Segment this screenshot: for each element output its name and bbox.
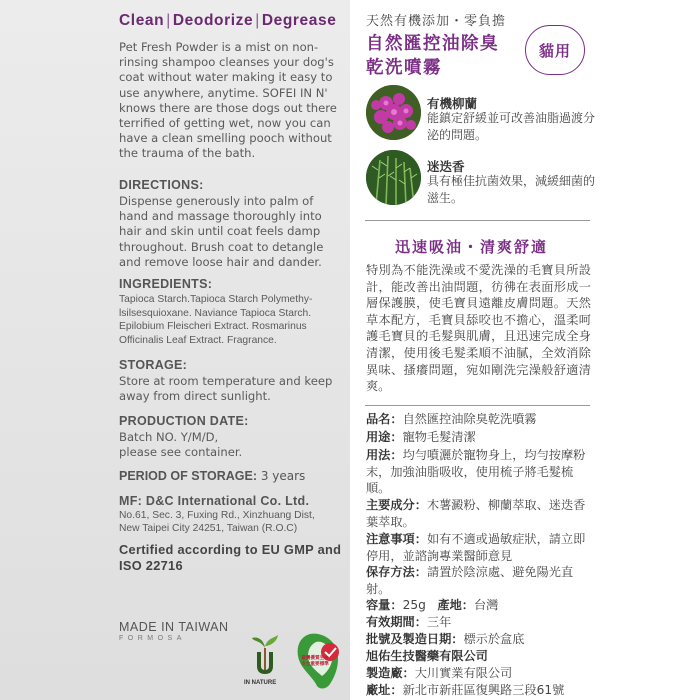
directions-text: Dispense generously into palm of hand and massage thoroughly into hair and skin until coat feels damp throughout. Brush coat to detangle and remove loose hair and dander.: [119, 194, 324, 269]
spec-method-label: 用法：: [366, 448, 403, 462]
product-title-line2: 乾洗噴霧: [366, 58, 442, 78]
spec-address-value: 新北市新莊區復興路三段61號: [402, 683, 565, 697]
production-heading: PRODUCTION DATE:: [119, 414, 249, 428]
spec-expiry: [366, 614, 596, 631]
tagline-clean: Clean: [119, 12, 165, 29]
storage-text: Store at room temperature and keep away from direct sunlight.: [119, 374, 333, 404]
spec-ingredients-value: 木薯澱粉、柳蘭萃取、迷迭香葉萃取。: [366, 498, 586, 529]
period-heading: PERIOD OF STORAGE:: [119, 469, 257, 483]
spec-batch-value: 標示於盒底: [463, 632, 525, 646]
fireweed-image: [366, 85, 421, 140]
tagline-degrease: Degrease: [261, 12, 337, 29]
rosemary-image: [366, 150, 421, 205]
divider-bottom: [365, 405, 590, 406]
spec-maker-value: 大川實業有限公司: [414, 666, 513, 680]
storage-heading: STORAGE:: [119, 358, 188, 372]
herb-name-fireweed: 有機柳蘭: [427, 96, 478, 111]
spec-method-value: 均勻噴灑於寵物身上，均勻按摩粉末，加強油脂吸收，使用梳子將毛髮梳順。: [366, 448, 586, 496]
spec-capacity-value: 25g: [402, 598, 426, 612]
made-in-taiwan: MADE IN TAIWAN: [119, 620, 229, 634]
herb-desc-fireweed: 能鎮定舒緩並可改善油脂過渡分泌的問題。: [427, 111, 596, 142]
sprout-icon: [250, 634, 280, 684]
herb-desc-rosemary: 具有極佳抗菌效果，減緩細菌的滋生。: [427, 174, 596, 205]
directions-heading: DIRECTIONS:: [119, 178, 204, 192]
spec-expiry-value: 三年: [426, 615, 452, 629]
taiwan-quality-seal: [292, 632, 348, 692]
spec-company: [366, 648, 596, 665]
certified-line1: Certified according to EU GMP and: [119, 542, 342, 557]
spec-storage: [366, 564, 592, 597]
section-title: 迅速吸油・清爽舒適: [395, 238, 549, 256]
rosemary-icon: [366, 150, 421, 205]
divider-top: [365, 220, 590, 221]
spec-use-label: 用途：: [366, 430, 403, 444]
spec-name: [366, 411, 596, 428]
spec-ingredients: [366, 497, 592, 530]
formosa-text: FORMOSA: [119, 635, 186, 642]
spec-expiry-label: 有效期間：: [366, 615, 427, 629]
herb-name-rosemary: 迷迭香: [427, 159, 465, 174]
flower-icon: [366, 85, 421, 140]
manufacturer-address2: New Taipei City 24251, Taiwan (R.O.C): [119, 523, 298, 534]
spec-method: [366, 447, 592, 497]
tagline: [119, 12, 336, 30]
category-badge: 貓用: [525, 25, 585, 75]
product-subtitle: 天然有機添加・零負擔: [366, 14, 507, 29]
spec-maker-label: 製造廠：: [366, 666, 415, 680]
spec-batch: [366, 631, 596, 648]
spec-use: [366, 429, 596, 446]
spec-address-label: 廠址：: [366, 683, 403, 697]
spec-caution-value: 如有不適或過敏症狀，請立即停用，並諮詢專業醫師意見: [366, 532, 586, 563]
spec-caution: [366, 531, 592, 564]
spec-capacity-label: 容量：: [366, 598, 403, 612]
period-of-storage: [119, 469, 305, 483]
certified-line2: ISO 22716: [119, 558, 183, 573]
tagline-deodorize: Deodorize: [172, 12, 254, 29]
spec-batch-label: 批號及製造日期：: [366, 632, 464, 646]
ingredients-text: Tapioca Starch.Tapioca Starch Polymethy-lsilsesquioxane. Naviance Tapioca Starch. Epilobium Fleischeri Extract. Rosmarinus Officinalis Leaf Extract. Fragrance.: [119, 294, 313, 346]
product-title-line1: 自然匯控油除臭: [366, 34, 499, 54]
spec-storage-value: 請置於陰涼處、避免陽光直射。: [366, 565, 574, 596]
spec-name-label: 品名：: [366, 412, 403, 426]
product-description: Pet Fresh Powder is a mist on non-rinsing shampoo cleanses your dog's coat without water making it easy to use anywhere, anytime. SOFEI IN N' knows there are those dogs out there terrified of getting wet, now you can have a clean smelling pooch without the trauma of the bath.: [119, 40, 337, 161]
spec-caution-label: 注意事項：: [366, 532, 427, 546]
spec-ingredients-label: 主要成分：: [366, 498, 427, 512]
spec-address: [366, 682, 606, 699]
in-nature-label: IN NATURE: [244, 680, 277, 686]
production-line2: please see container.: [119, 445, 243, 459]
spec-origin-value: 台灣: [474, 598, 499, 612]
period-value: 3 years: [260, 469, 306, 483]
production-line1: Batch NO. Y/M/D,: [119, 430, 219, 444]
spec-capacity-origin: [366, 597, 596, 614]
spec-origin-label: 產地：: [437, 598, 474, 612]
ingredients-heading: INGREDIENTS:: [119, 277, 213, 291]
product-body-chinese: 特別為不能洗澡或不愛洗澡的毛寶貝所設計，能改善出油問題，彷彿在表面形成一層保護膜，使毛寶貝遠離皮膚問題。天然草本配方，毛寶貝舔咬也不擔心，溫柔呵護毛寶貝的毛髮與肌膚，且迅速完成全身清潔，使用後毛髮柔順不油膩，全效消除異味、搔癢問題，宛如剛洗完澡般舒適清爽。: [366, 263, 591, 394]
spec-name-value: 自然匯控油除臭乾洗噴霧: [402, 412, 537, 426]
manufacturer-address1: No.61, Sec. 3, Fuxing Rd., Xinzhuang Dist,: [119, 510, 315, 521]
tagline-separator: |: [166, 12, 171, 29]
manufacturer-heading: MF: D&C International Co. Ltd.: [119, 494, 310, 508]
seal-text: 臺灣優質生命 安全重要標準: [301, 656, 329, 667]
in-nature-logo: [244, 634, 280, 686]
spec-maker: [366, 665, 596, 682]
spec-company-name: 旭佑生技醫藥有限公司: [366, 649, 488, 663]
spec-storage-label: 保存方法：: [366, 565, 427, 579]
tagline-separator: |: [255, 12, 260, 29]
spec-use-value: 寵物毛髮清潔: [402, 430, 476, 444]
